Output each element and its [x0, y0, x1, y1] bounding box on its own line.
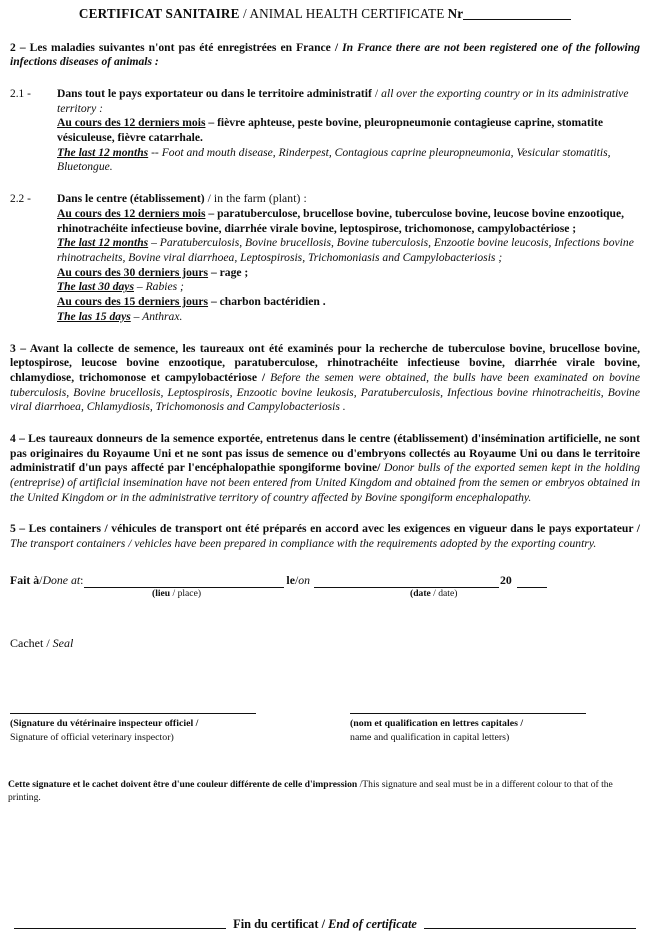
section-3	[0, 342, 650, 415]
section-2-2-dash-en-15: –	[130, 309, 143, 323]
end-rule-left	[14, 920, 226, 929]
section-2-1-diseases-en: Foot and mouth disease, Rinderpest, Contagious caprine pleuropneumonia, Vesicular stomatitis, Bluetongue.	[57, 145, 611, 174]
signature-line-name-qualification[interactable]	[350, 713, 586, 714]
seal-label-french: Cachet	[10, 636, 44, 651]
section-2-1-period-label-fr: Au cours des 12 derniers mois	[57, 116, 206, 130]
signature-caption-veterinarian-fr: (Signature du vétérinaire inspecteur officiel /	[10, 718, 199, 730]
done-at-line	[10, 573, 640, 588]
section-2-2-english-period-30	[57, 280, 640, 295]
done-at-label-french: Fait à	[10, 573, 40, 588]
certificate-number-field[interactable]	[463, 19, 571, 20]
end-of-certificate	[0, 917, 650, 932]
section-2-2-number: 2.2 -	[10, 193, 31, 206]
done-at-colon: :	[80, 573, 84, 588]
section-2-2-english-period-12	[57, 236, 640, 265]
done-at-separator: /	[39, 573, 43, 588]
section-5-french: 5 – Les containers / véhicules de transport ont été préparés en accord avec les exigences en vigueur dans le pays exportateur /	[10, 522, 640, 536]
colour-footnote	[0, 779, 650, 805]
date-caption-english: / date)	[430, 588, 458, 600]
section-2-2-diseases-en-30: Rabies ;	[145, 280, 184, 294]
section-2-2-french-period-12	[57, 207, 640, 236]
section-2-intro-french: 2 – Les maladies suivantes n'ont pas été enregistrées en France /	[10, 40, 343, 54]
section-2-1-heading-separator: /	[371, 86, 382, 100]
section-4	[0, 432, 650, 505]
certificate-number-label: Nr	[447, 6, 464, 21]
colour-footnote-english: /This signature and seal must be in a different colour to that of the printing.	[8, 779, 613, 804]
section-2-2	[0, 192, 650, 324]
signing-line-group	[0, 573, 650, 602]
section-2-2-diseases-en-15: Anthrax.	[142, 309, 183, 323]
section-2-2-period-label-fr-15: Au cours des 15 derniers jours	[57, 295, 209, 309]
on-label-french: le	[286, 573, 295, 588]
section-2-2-period-label-en-30: The last 30 days	[57, 280, 134, 294]
section-2-2-heading	[57, 192, 640, 207]
end-rule-right	[424, 920, 636, 929]
section-5-english: The transport containers / vehicles have been prepared in compliance with the requirements adopted by the exporting country.	[10, 536, 597, 550]
section-2-2-dash-fr-30: –	[208, 265, 220, 279]
section-2-2-heading-english: in the farm (plant) :	[213, 192, 307, 206]
section-5	[0, 522, 650, 551]
section-2-2-diseases-en-12: Paratuberculosis, Bovine brucellosis, Bovine tuberculosis, Enzootie bovine leucosis, Infections bovine rhinotracheits, Bovine viral diarrhoea, Leptospirosis, Trichomoniasis and Campylobacteriosis ;	[57, 236, 634, 264]
title-english: ANIMAL HEALTH CERTIFICATE	[249, 6, 445, 21]
date-caption	[410, 588, 457, 599]
section-4-english: Donor bulls of the exported semen kept in the holding (entreprise) of artificial insemination have not been entered from United Kingdom and obtained from the semen or embryos obtained in the United Kingdom or in the administrative territory of country affected by Bovine spongiform encephalopathy.	[10, 461, 640, 504]
section-2-1-dash-en: --	[148, 145, 162, 159]
section-2-intro	[0, 41, 650, 70]
end-text-separator: /	[318, 917, 329, 931]
section-2-2-english-period-15	[57, 310, 640, 325]
section-4-french: 4 – Les taureaux donneurs de la semence exportée, entretenus dans le centre (établissement) d'insémination artificielle, ne sont pas originaires du Royaume Uni et ne sont pas issus de semence ou d'embryons collectés au Royaume Uni ou dans le territoire administratif d'un pays affecté par l'encéphalopathie spongiforme bovine/	[10, 431, 640, 475]
section-2-1-heading	[57, 87, 640, 116]
signature-caption-name-fr: (nom et qualification en lettres capitales /	[350, 718, 524, 730]
signing-captions	[10, 588, 640, 602]
place-input[interactable]	[84, 576, 284, 588]
section-2-2-period-label-fr-30: Au cours des 30 derniers jours	[57, 265, 209, 279]
end-of-certificate-text	[226, 917, 424, 932]
year-input[interactable]	[517, 576, 547, 588]
title-separator: /	[239, 6, 250, 21]
section-2-2-french-period-15	[57, 295, 640, 310]
signature-line-veterinarian[interactable]	[10, 713, 256, 714]
section-2-1-dash-fr: –	[205, 116, 218, 130]
place-caption-english: / place)	[170, 588, 202, 600]
signature-caption-name-en: name and qualification in capital letters)	[350, 731, 510, 743]
date-input[interactable]	[314, 576, 499, 588]
section-2-1-number: 2.1 -	[10, 87, 31, 100]
section-3-english: Before the semen were obtained, the bulls have been examinated on bovine tuberculosis, Bovine brucellosis, Leptospirosis, Enzootic bovine leukosis, Paratuberculosis, Infectious bovine rhinotracheitis, Bovine viral diarrhoea, Chlamydiosis, Trichomonosis and Campylobacteriosis .	[10, 370, 640, 414]
section-2-2-dash-en-30: –	[133, 280, 146, 294]
seal-label-english: Seal	[52, 636, 74, 651]
section-2-2-diseases-fr-12: paratuberculose, brucellose bovine, tuberculose bovine, leucose bovine enzootique, rhinotrachéite infectieuse bovine, diarrhée virale bovine, leptospirose, trichomonose, campylobactériose ;	[57, 206, 625, 235]
date-caption-french: (date	[410, 588, 431, 600]
signature-caption-veterinarian-en: Signature of official veterinary inspector)	[10, 731, 174, 743]
signature-block-veterinarian	[10, 713, 256, 744]
on-label-english: on	[298, 573, 311, 588]
section-3-french: 3 – Avant la collecte de semence, les taureaux ont été examinés pour la recherche de tuberculose bovine, brucellose bovine, leptospirose, leucose bovine enzootique, paratuberculose, rhinotrachéite infectieuse bovine, diarrhée virale bovine, chlamydiose, trichomonose et campylobactériose /	[10, 341, 640, 384]
year-prefix: 20	[500, 573, 512, 588]
section-2-2-dash-en-12: –	[148, 236, 160, 250]
place-caption-french: (lieu	[152, 588, 171, 600]
section-2-2-heading-separator: /	[204, 192, 214, 206]
section-2-2-dash-fr-12: –	[205, 206, 218, 220]
seal-label-separator: /	[43, 636, 53, 651]
section-2-1	[0, 87, 650, 175]
colour-footnote-french: Cette signature et le cachet doivent être d'une couleur différente de celle d'impression	[8, 779, 360, 791]
signature-block-name-qualification	[350, 713, 586, 744]
page-title	[0, 6, 650, 23]
done-at-label-english: Done at	[42, 573, 81, 588]
section-2-2-period-label-fr-12: Au cours des 12 derniers mois	[57, 206, 206, 220]
section-2-2-heading-french: Dans le centre (établissement)	[57, 192, 205, 206]
signature-area	[0, 713, 650, 773]
section-2-1-english-period	[57, 146, 640, 175]
section-2-1-diseases-fr: fièvre aphteuse, peste bovine, pleuropneumonie contagieuse caprine, stomatite vésiculeuse, fièvre catarrhale.	[57, 116, 604, 144]
section-2-2-period-label-en-15: The las 15 days	[57, 309, 131, 323]
section-2-1-heading-english: all over the exporting country or in its administrative territory :	[57, 86, 629, 115]
section-2-2-french-period-30	[57, 266, 640, 281]
end-text-french: Fin du certificat	[233, 917, 319, 931]
title-french: CERTIFICAT SANITAIRE	[78, 6, 240, 21]
section-2-1-heading-french: Dans tout le pays exportateur ou dans le territoire administratif	[57, 86, 372, 100]
section-2-1-period-label-en: The last 12 months	[57, 145, 149, 159]
certificate-page	[0, 6, 650, 942]
end-text-english: End of certificate	[328, 917, 417, 931]
section-2-intro-english: In France there are not been registered one of the following infections diseases of animals :	[10, 40, 640, 69]
section-2-2-diseases-fr-15: charbon bactéridien .	[219, 295, 326, 309]
section-2-2-period-label-en-12: The last 12 months	[57, 236, 149, 250]
place-caption	[152, 588, 201, 599]
section-2-2-diseases-fr-30: rage ;	[219, 265, 249, 279]
section-2-2-dash-fr-15: –	[208, 295, 220, 309]
seal-label	[0, 636, 650, 651]
section-2-1-french-period	[57, 116, 640, 145]
on-separator: /	[294, 573, 299, 588]
